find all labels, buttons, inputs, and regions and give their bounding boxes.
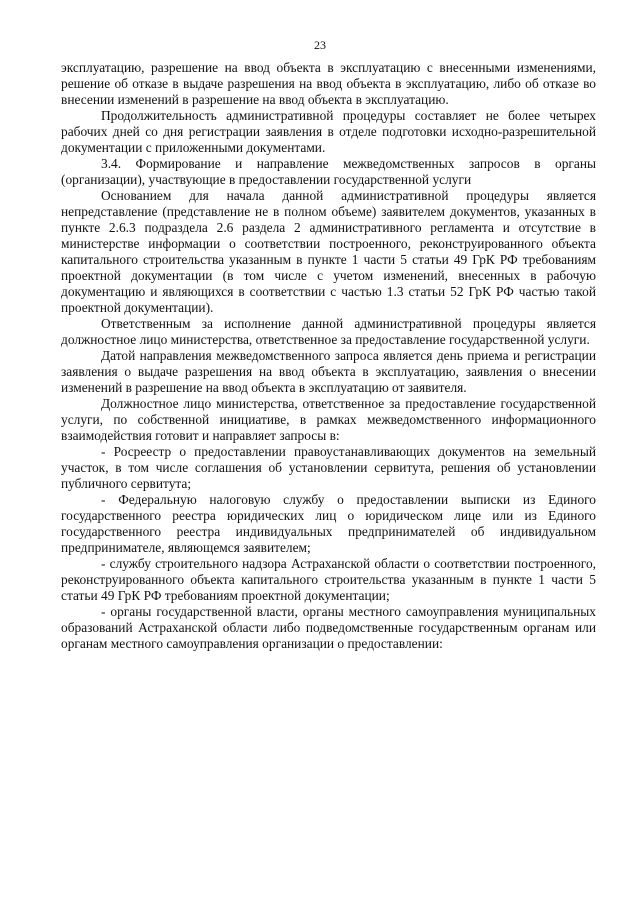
body-paragraph: - органы государственной власти, органы местного самоуправления муниципальных образований Астраханской области либо подведомственные государственным органам или органам местного самоуправления организации о предоставлении: [61,604,596,651]
body-paragraph: эксплуатацию, разрешение на ввод объекта в эксплуатацию с внесенными изменениями, решение об отказе в выдаче разрешения на ввод объекта в эксплуатацию, либо об отказе во внесении изменений в разрешение на ввод объекта в эксплуатацию. [61,60,596,107]
body-paragraph: 3.4. Формирование и направление межведомственных запросов в органы (организации), участвующие в предоставлении государственной услуги [61,156,596,187]
page-number: 23 [314,38,326,52]
body-paragraph: - Росреестр о предоставлении правоустанавливающих документов на земельный участок, в том числе соглашения об установлении сервитута, решения об установлении публичного сервитута; [61,444,596,491]
body-paragraph: Датой направления межведомственного запроса является день приема и регистрации заявления о выдаче разрешения на ввод объекта в эксплуатацию, заявления о внесении изменений в разрешение на ввод объекта в эксплуатацию от заявителя. [61,348,596,395]
body-paragraph: Ответственным за исполнение данной административной процедуры является должностное лицо министерства, ответственное за предоставление государственной услуги. [61,316,596,347]
body-paragraph: - Федеральную налоговую службу о предоставлении выписки из Единого государственного реестра юридических лиц о юридическом лице или из Единого государственного реестра индивидуальных предпринимателей об индивидуальном предпринимателе, являющемся заявителем; [61,492,596,555]
document-body [61,60,596,652]
body-paragraph: Должностное лицо министерства, ответственное за предоставление государственной услуги, по собственной инициативе, в рамках межведомственного информационного взаимодействия готовит и направляет запросы в: [61,396,596,443]
body-paragraph: Основанием для начала данной административной процедуры является непредставление (представление не в полном объеме) заявителем документов, указанных в пункте 2.6.3 подраздела 2.6 раздела 2 административного регламента и отсутствие в министерстве информации о соответствии построенного, реконструированного объекта капитального строительства указанным в пункте 1 части 5 статьи 49 ГрК РФ требованиям проектной документации (в том числе с учетом изменений, внесенных в рабочую документацию и являющихся в соответствии с частью 1.3 статьи 52 ГрК РФ частью такой проектной документации). [61,188,596,315]
body-paragraph: Продолжительность административной процедуры составляет не более четырех рабочих дней со дня регистрации заявления в отделе подготовки исходно-разрешительной документации с приложенными документами. [61,108,596,155]
body-paragraph: - службу строительного надзора Астраханской области о соответствии построенного, реконструированного объекта капитального строительства указанным в пункте 1 части 5 статьи 49 ГрК РФ требованиям проектной документации; [61,556,596,603]
